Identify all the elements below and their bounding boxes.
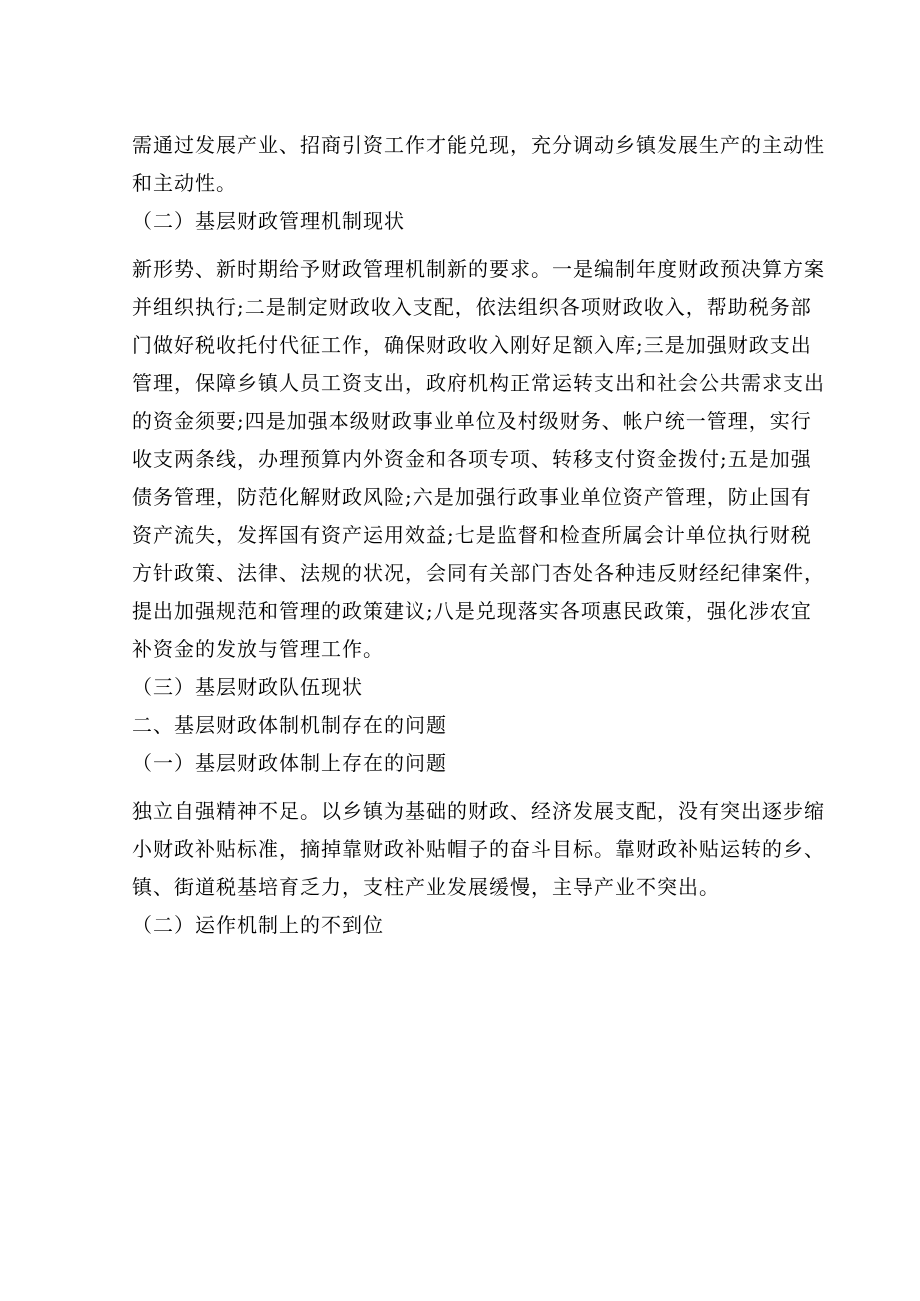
section-heading-operation-mechanism: （二）运作机制上的不到位	[132, 913, 384, 937]
text-line: 小财政补贴标准，摘掉靠财政补贴帽子的奋斗目标。靠财政补贴运转的乡、	[132, 837, 825, 861]
text-line: 并组织执行;二是制定财政收入支配，依法组织各项财政收入，帮助税务部	[132, 295, 812, 319]
text-line: 门做好税收托付代征工作，确保财政收入刚好足额入库;三是加强财政支出	[132, 333, 812, 357]
text-line: 需通过发展产业、招商引资工作才能兑现，充分调动乡镇发展生产的主动性	[132, 133, 825, 157]
text-line: 独立自强精神不足。以乡镇为基础的财政、经济发展支配，没有突出逐步缩	[132, 799, 825, 823]
text-line: 补资金的发放与管理工作。	[132, 637, 384, 661]
system-problems-paragraph	[132, 792, 825, 906]
document-body	[132, 126, 825, 944]
text-line: 镇、街道税基培育乏力，支柱产业发展缓慢，主导产业不突出。	[132, 875, 720, 899]
text-line: 资产流失，发挥国有资产运用效益;七是监督和检查所属会计单位执行财税	[132, 523, 812, 547]
text-line: 的资金须要;四是加强本级财政事业单位及村级财务、帐户统一管理，实行	[132, 409, 812, 433]
section-heading-financial-management-mechanism: （二）基层财政管理机制现状	[132, 209, 405, 233]
text-line: 新形势、新时期给予财政管理机制新的要求。一是编制年度财政预决算方案	[132, 257, 825, 281]
section-heading-finance-team-status: （三）基层财政队伍现状	[132, 675, 363, 699]
intro-paragraph	[132, 126, 825, 202]
text-line: 和主动性。	[132, 171, 237, 195]
text-line: 提出加强规范和管理的政策建议;八是兑现落实各项惠民政策，强化涉农宜	[132, 599, 812, 623]
section-heading-system-problems: （一）基层财政体制上存在的问题	[132, 751, 447, 775]
chapter-heading-problems: 二、基层财政体制机制存在的问题	[132, 713, 447, 737]
text-line: 收支两条线，办理预算内外资金和各项专项、转移支付资金拨付;五是加强	[132, 447, 812, 471]
text-line: 管理，保障乡镇人员工资支出，政府机构正常运转支出和社会公共需求支出	[132, 371, 825, 395]
text-line: 债务管理，防范化解财政风险;六是加强行政事业单位资产管理，防止国有	[132, 485, 812, 509]
text-line: 方针政策、法律、法规的状况，会同有关部门杏处各种违反财经纪律案件，	[132, 561, 825, 585]
financial-management-paragraph	[132, 250, 825, 668]
